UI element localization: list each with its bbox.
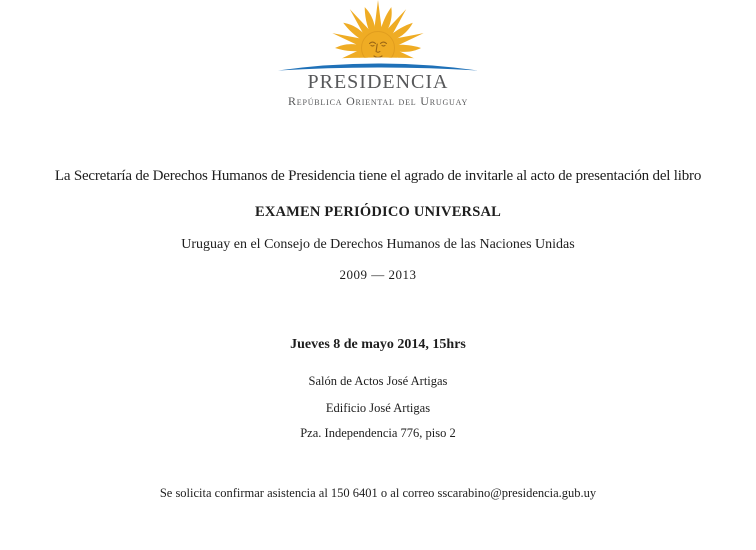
book-title: EXAMEN PERIÓDICO UNIVERSAL [254, 204, 502, 220]
book-subtitle: Uruguay en el Consejo de Derechos Humanos de las Naciones Unidas [181, 237, 575, 252]
venue-room: Salón de Actos José Artigas [308, 374, 448, 388]
period: 2009 — 2013 [339, 267, 417, 282]
venue-building: Edificio José Artigas [325, 401, 431, 415]
org-subtitle: República Oriental del Uruguay [287, 94, 469, 108]
presidencia-logo [0, 0, 756, 108]
venue-address: Pza. Independencia 776, piso 2 [300, 426, 456, 440]
horizon-arc [278, 64, 478, 71]
event-datetime: Jueves 8 de mayo 2014, 15hrs [290, 337, 466, 352]
invitation-intro: La Secretaría de Derechos Humanos de Presidencia tiene el agrado de invitarle al acto de presentación del libro [54, 168, 702, 184]
rsvp-note: Se solicita confirmar asistencia al 150 6401 o al correo sscarabino@presidencia.gub.uy [159, 486, 597, 500]
org-name: PRESIDENCIA [307, 71, 449, 93]
sun-and-horizon-graphic [273, 0, 483, 78]
